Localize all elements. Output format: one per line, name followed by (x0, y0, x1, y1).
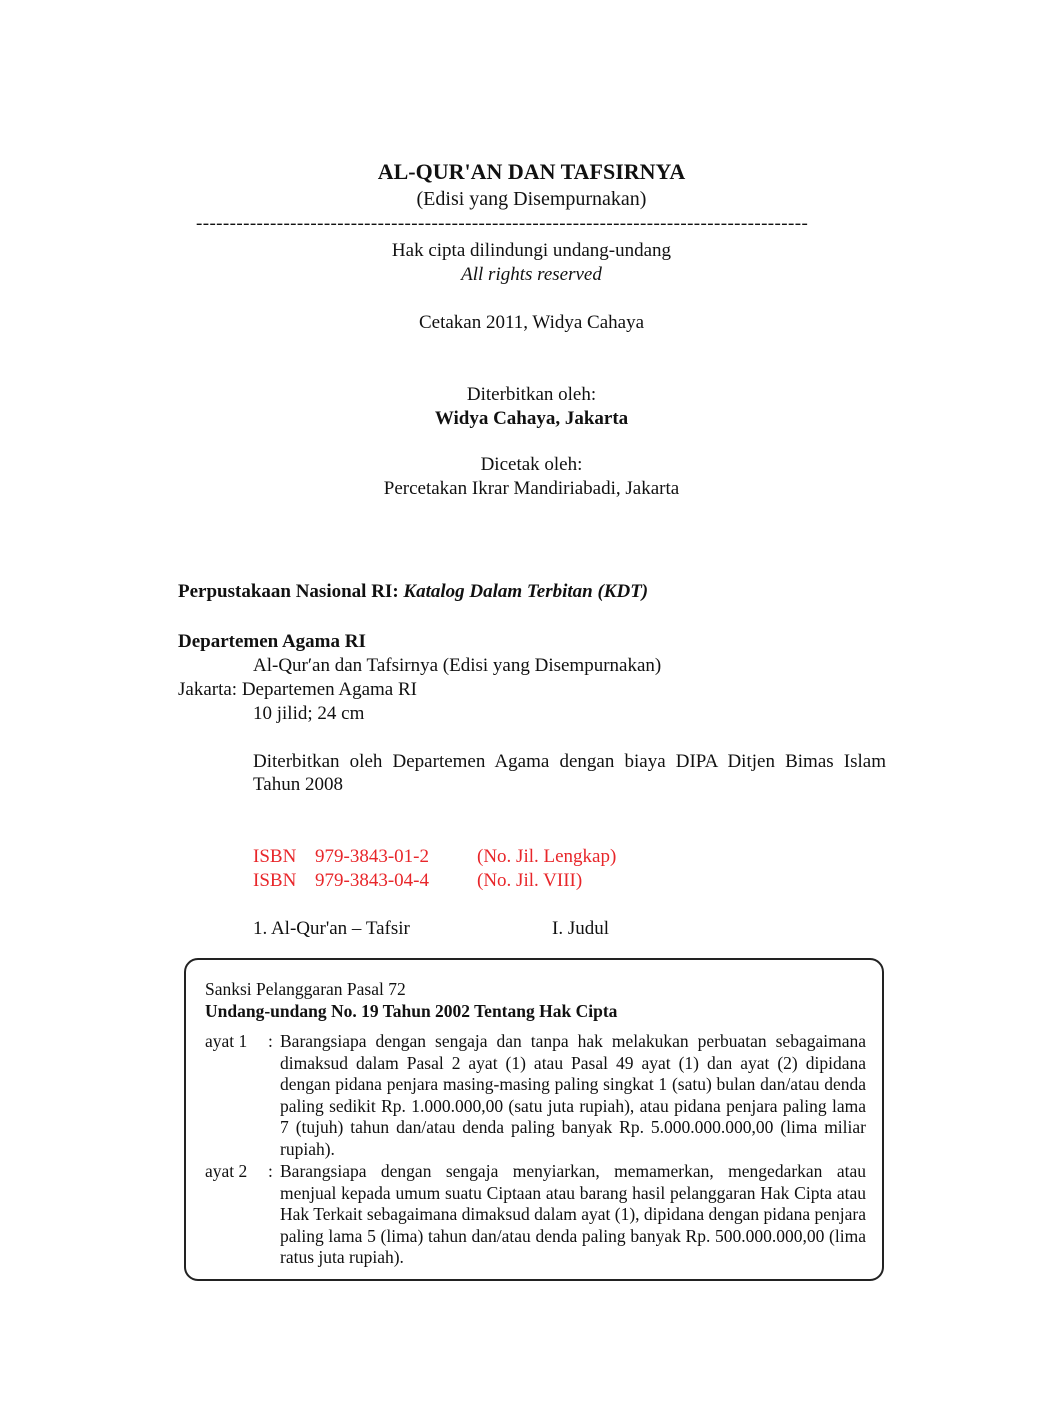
publisher-label: Diterbitkan oleh: (466, 384, 597, 405)
clause-text: Barangsiapa dengan sengaja menyiarkan, memamerkan, mengedarkan atau menjual kepada umum suatu Ciptaan atau barang hasil pelanggaran Hak Cipta atau Hak Terkait sebagaimana dimaksud dalam ayat (1), dipidana dengan pidana penjara paling lama 5 (lima) tahun dan/atau denda paling banyak Rp. 500.000.000,00 (lima ratus juta rupiah). (280, 1161, 866, 1268)
isbn-desc: (No. Jil. Lengkap) (477, 846, 617, 867)
catalog-volumes: 10 jilid; 24 cm (253, 703, 365, 724)
isbn-number: 979-3843-01-2 (315, 846, 429, 867)
book-title: AL-QUR'AN DAN TAFSIRNYA (377, 159, 686, 184)
book-subtitle: (Edisi yang Disempurnakan) (416, 188, 647, 210)
clause-separator: : (268, 1031, 273, 1051)
catalog-place: Jakarta: Departemen Agama RI (178, 679, 417, 700)
catalog-heading (178, 580, 648, 603)
isbn-number: 979-3843-04-4 (315, 870, 429, 891)
printer-name: Percetakan Ikrar Mandiriabadi, Jakarta (383, 478, 680, 499)
clause-separator: : (268, 1161, 273, 1181)
isbn-row (253, 869, 582, 892)
clause-text: Barangsiapa dengan sengaja dan tanpa hak melakukan perbuatan sebagaimana dimaksud dalam Pasal 2 ayat (1) atau Pasal 49 ayat (1) dan ayat (2) dipidana dengan pidana penjara masing-masing paling singkat 1 (satu) bulan dan/atau denda paling sedikit Rp. 1.000.000,00 (satu juta rupiah), atau pidana penjara paling lama 7 (tujuh) tahun dan/atau denda paling banyak Rp. 5.000.000.000,00 (lima miliar rupiah). (280, 1031, 866, 1159)
sanctions-heading: Sanksi Pelanggaran Pasal 72 (205, 979, 406, 999)
printer-label: Dicetak oleh: (480, 454, 583, 475)
catalog-subject-title: I. Judul (552, 918, 609, 939)
catalog-heading-kdt: Katalog Dalam Terbitan (KDT) (403, 581, 649, 602)
clause-label: ayat 2 (205, 1161, 248, 1181)
sanctions-law: Undang-undang No. 19 Tahun 2002 Tentang Hak Cipta (205, 1001, 618, 1021)
isbn-desc: (No. Jil. VIII) (477, 870, 583, 891)
divider-line: ------------------------------------------------------------------------------------------- (196, 214, 809, 234)
catalog-author: Departemen Agama RI (178, 631, 366, 652)
catalog-heading-label: Perpustakaan Nasional RI: (178, 581, 399, 602)
copyright-notice: Hak cipta dilindungi undang-undang (391, 240, 672, 261)
isbn-label: ISBN (253, 846, 297, 867)
publisher-name: Widya Cahaya, Jakarta (434, 408, 629, 429)
catalog-note: Diterbitkan oleh Departemen Agama dengan biaya DIPA Ditjen Bimas Islam Tahun 2008 (253, 751, 886, 795)
catalog-book-title: Al-Qur′an dan Tafsirnya (Edisi yang Disempurnakan) (253, 655, 662, 676)
isbn-label: ISBN (253, 870, 297, 891)
rights-reserved: All rights reserved (461, 264, 602, 285)
isbn-row (253, 845, 616, 868)
clause-label: ayat 1 (205, 1031, 248, 1051)
edition-info: Cetakan 2011, Widya Cahaya (418, 312, 645, 333)
catalog-subject: 1. Al-Qur'an – Tafsir (253, 918, 410, 939)
